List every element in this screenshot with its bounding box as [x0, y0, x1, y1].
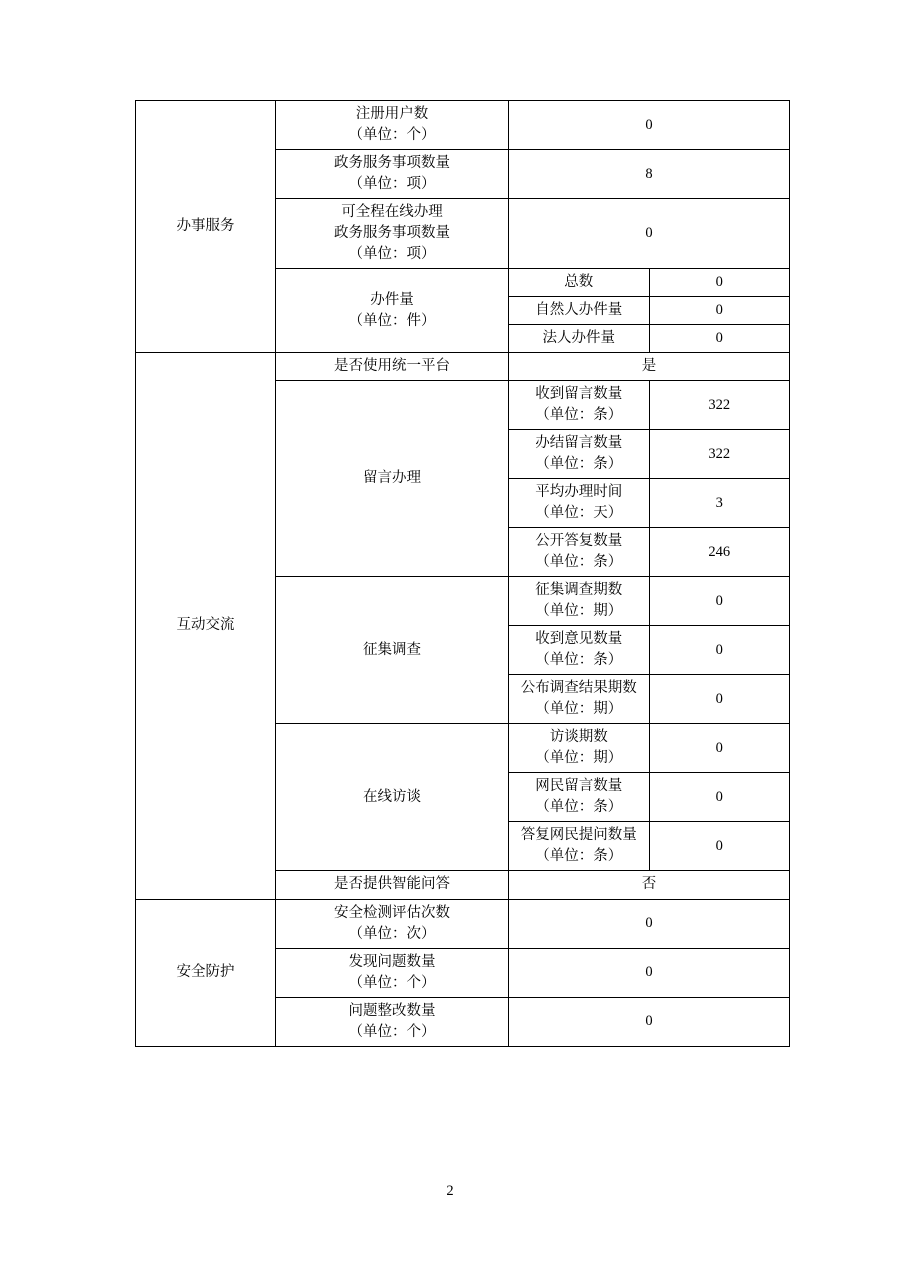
item-label-line1: 发现问题数量 [348, 953, 436, 970]
sub-label-interview-count [509, 724, 650, 773]
value-cell-issues-fixed: 0 [509, 997, 790, 1046]
item-label-line2: （单位：个） [348, 127, 436, 144]
category-cell-interaction: 互动交流 [136, 353, 276, 899]
page-number: 2 [446, 1183, 454, 1199]
value-cell-public-replies: 246 [649, 528, 790, 577]
sub-label-average-time [509, 479, 650, 528]
sub-label-survey-count [509, 577, 650, 626]
value-cell-received-opinions: 0 [649, 626, 790, 675]
item-cell-issues-fixed [276, 997, 509, 1046]
value-cell-answered-questions: 0 [649, 822, 790, 871]
value-cell-survey-count: 0 [649, 577, 790, 626]
item-label-line2: （单位：个） [348, 974, 436, 991]
table-row [136, 353, 790, 381]
sub-label-completed-messages [509, 430, 650, 479]
value-cell-published-results: 0 [649, 675, 790, 724]
sub-label-received-opinions [509, 626, 650, 675]
value-cell-average-time: 3 [649, 479, 790, 528]
sub-label-line1: 公布调查结果期数 [520, 680, 637, 697]
value-cell-completed-messages: 322 [649, 430, 790, 479]
sub-label-line2: （单位：条） [535, 652, 623, 669]
sub-label-public-replies [509, 528, 650, 577]
sub-label-natural-person: 自然人办件量 [509, 297, 650, 325]
sub-label-received-messages [509, 381, 650, 430]
item-label-line2: （单位：件） [348, 312, 436, 329]
item-cell-online-interview: 在线访谈 [276, 724, 509, 871]
item-cell-online-service-items [276, 199, 509, 269]
sub-label-line1: 收到意见数量 [535, 631, 623, 648]
value-cell-security-assessments: 0 [509, 899, 790, 948]
sub-label-legal-person: 法人办件量 [509, 325, 650, 353]
sub-label-line1: 公开答复数量 [535, 533, 623, 550]
sub-label-line2: （单位：期） [535, 701, 623, 718]
value-cell-netizen-messages: 0 [649, 773, 790, 822]
item-label-line3: （单位：项） [348, 246, 436, 263]
item-label-line2: （单位：次） [348, 925, 436, 942]
sub-label-line2: （单位：条） [535, 456, 623, 473]
value-cell-registered-users: 0 [509, 101, 790, 150]
table-row [136, 899, 790, 948]
item-cell-security-assessments [276, 899, 509, 948]
sub-label-line1: 网民留言数量 [535, 778, 623, 795]
value-cell-natural-person: 0 [649, 297, 790, 325]
category-cell-security: 安全防护 [136, 899, 276, 1046]
item-cell-message-handling: 留言办理 [276, 381, 509, 577]
item-cell-unified-platform: 是否使用统一平台 [276, 353, 509, 381]
government-website-report-table [135, 100, 790, 1047]
sub-label-line2: （单位：条） [535, 407, 623, 424]
sub-label-total: 总数 [509, 269, 650, 297]
sub-label-line1: 平均办理时间 [535, 484, 623, 501]
value-cell-interview-count: 0 [649, 724, 790, 773]
item-cell-survey: 征集调查 [276, 577, 509, 724]
value-cell-total: 0 [649, 269, 790, 297]
value-cell-online-service-items: 0 [509, 199, 790, 269]
item-label-line1: 问题整改数量 [348, 1002, 436, 1019]
sub-label-line2: （单位：条） [535, 848, 623, 865]
sub-label-line1: 征集调查期数 [535, 582, 623, 599]
sub-label-line1: 收到留言数量 [535, 386, 623, 403]
item-label-line1: 注册用户数 [355, 106, 429, 122]
sub-label-published-results [509, 675, 650, 724]
sub-label-answered-questions [509, 822, 650, 871]
sub-label-line1: 访谈期数 [549, 729, 608, 746]
item-label-line1: 政务服务事项数量 [334, 155, 450, 172]
item-cell-handled-volume [276, 269, 509, 353]
sub-label-line2: （单位：期） [535, 750, 623, 767]
item-label-line2: （单位：项） [348, 176, 436, 193]
item-label-line2: 政务服务事项数量 [334, 225, 450, 242]
sub-label-line1: 办结留言数量 [535, 435, 623, 452]
sub-label-line1: 答复网民提问数量 [520, 827, 637, 844]
report-table [135, 100, 790, 1047]
item-cell-issues-found [276, 948, 509, 997]
item-label-line1: 安全检测评估次数 [334, 904, 450, 921]
category-cell-service: 办事服务 [136, 101, 276, 353]
item-cell-registered-users [276, 101, 509, 150]
value-cell-received-messages: 322 [649, 381, 790, 430]
sub-label-netizen-messages [509, 773, 650, 822]
item-label-line1: 办件量 [370, 291, 414, 308]
item-cell-smart-qa: 是否提供智能问答 [276, 871, 509, 899]
item-cell-service-items [276, 150, 509, 199]
table-row [136, 101, 790, 150]
item-label-line1: 可全程在线办理 [341, 204, 443, 221]
value-cell-issues-found: 0 [509, 948, 790, 997]
sub-label-line2: （单位：条） [535, 554, 623, 571]
sub-label-line2: （单位：期） [535, 603, 623, 620]
sub-label-line2: （单位：条） [535, 799, 623, 816]
value-cell-service-items: 8 [509, 150, 790, 199]
sub-label-line2: （单位：天） [535, 505, 623, 522]
item-label-line2: （单位：个） [348, 1023, 436, 1040]
value-cell-unified-platform: 是 [509, 353, 790, 381]
value-cell-smart-qa: 否 [509, 871, 790, 899]
value-cell-legal-person: 0 [649, 325, 790, 353]
